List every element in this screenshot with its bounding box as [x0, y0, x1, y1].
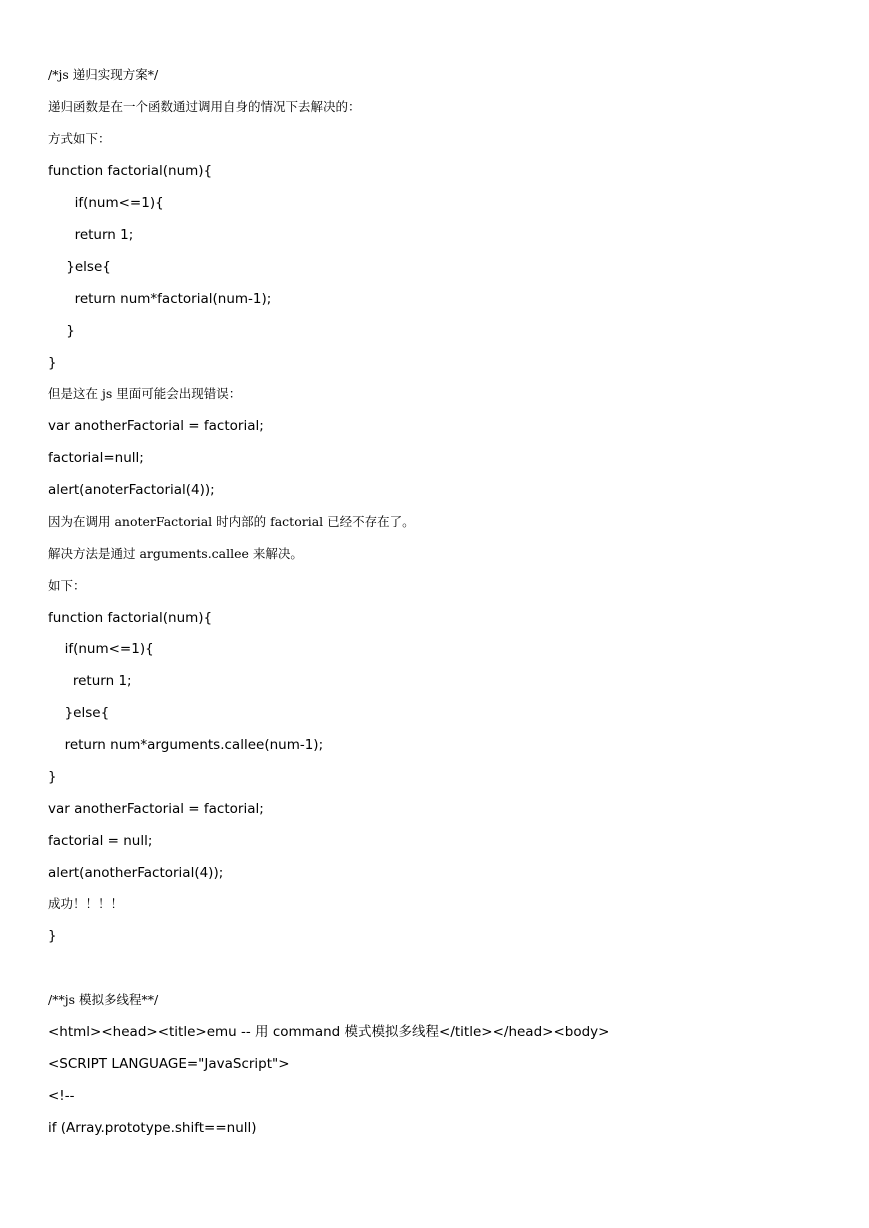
code-line: }else{: [62, 259, 111, 275]
code-line: factorial=null;: [48, 450, 144, 466]
code-line: alert(anotherFactorial(4));: [48, 865, 224, 881]
text-method-label: 方式如下：: [48, 131, 111, 146]
code-line: }else{: [56, 705, 110, 721]
text-error-reason: 因为在调用 anoterFactorial 时内部的 factorial 已经不存在了。: [48, 514, 415, 529]
code-line: if(num<=1){: [66, 195, 164, 211]
code-line: if(num<=1){: [56, 641, 154, 657]
text-error-note: 但是这在 js 里面可能会出现错误：: [48, 386, 242, 401]
code-line: }: [48, 928, 57, 944]
code-line: function factorial(num){: [48, 163, 213, 179]
code-line: alert(anoterFactorial(4));: [48, 482, 215, 498]
code-line: factorial = null;: [48, 833, 153, 849]
code-line: }: [48, 769, 57, 785]
code-line: <html><head><title>emu -- 用 command 模式模拟多线程</title></head><body>: [48, 1024, 610, 1040]
text-recursion-intro: 递归函数是在一个函数通过调用自身的情况下去解决的：: [48, 99, 361, 114]
comment-recursion-heading: /*js 递归实现方案*/: [48, 67, 159, 82]
code-line: <!--: [48, 1088, 75, 1104]
code-line: return num*arguments.callee(num-1);: [56, 737, 324, 753]
text-as-follows: 如下：: [48, 578, 86, 593]
code-line: return 1;: [60, 673, 132, 689]
code-line: return num*factorial(num-1);: [66, 291, 272, 307]
text-solution: 解决方法是通过 arguments.callee 来解决。: [48, 546, 303, 561]
code-line: }: [48, 355, 57, 371]
code-line: if (Array.prototype.shift==null): [48, 1120, 257, 1136]
text-success: 成功！！！！: [48, 896, 124, 911]
code-line: var anotherFactorial = factorial;: [48, 418, 264, 434]
comment-multithread-heading: /**js 模拟多线程**/: [48, 992, 159, 1007]
code-line: var anotherFactorial = factorial;: [48, 801, 264, 817]
code-line: <SCRIPT LANGUAGE="JavaScript">: [48, 1056, 290, 1072]
code-line: function factorial(num){: [48, 610, 213, 626]
code-line: return 1;: [66, 227, 134, 243]
code-line: }: [62, 323, 75, 339]
